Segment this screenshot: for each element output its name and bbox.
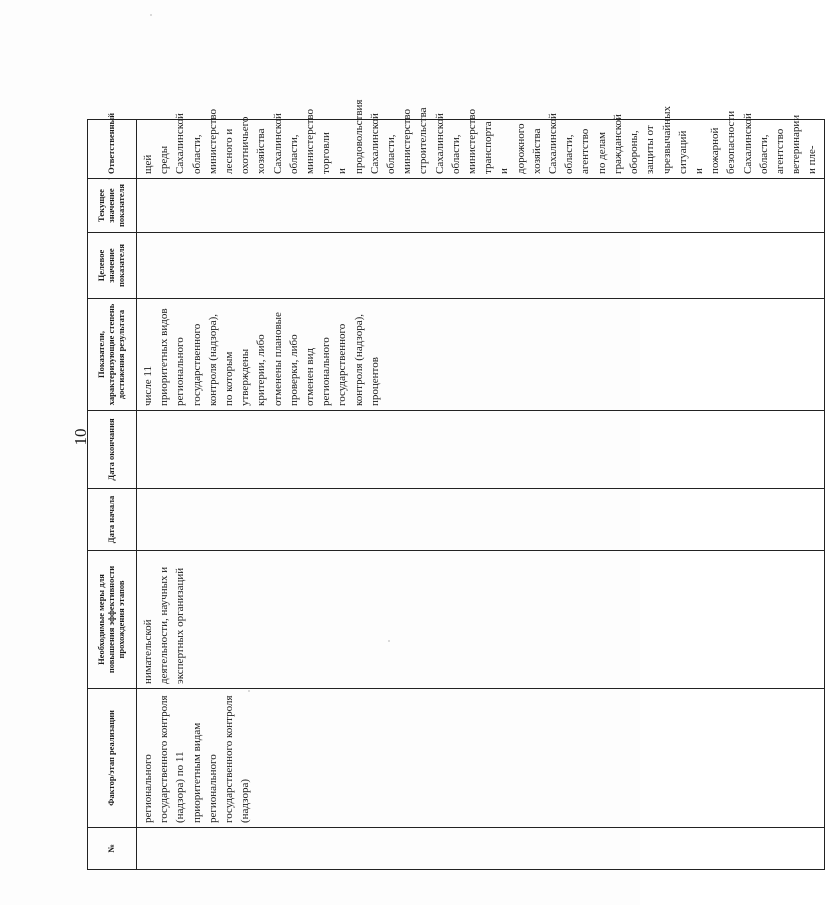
header-measures: Необходимые меры для повышения эффективности прохождения этапов <box>88 551 137 689</box>
cell-end-date <box>137 411 825 489</box>
cell-start-date <box>137 489 825 551</box>
cell-measures: нимательской деятельности, научных и экспертных организаций <box>137 551 825 689</box>
header-target-value: Целевое значение показателя <box>88 233 137 299</box>
rotated-table-wrapper <box>87 99 819 870</box>
header-end-date: Дата окончания <box>88 411 137 489</box>
cell-indicators: числе 11 приоритетных видов регионального государственного контроля (надзора), по которым утверждены критерии, либо отменены плановые проверки, либо отменен вид регионального государственного контроля (надзора), процентов <box>137 299 825 411</box>
header-start-date: Дата начала <box>88 489 137 551</box>
scan-speck <box>150 14 152 16</box>
cell-factor: регионального государственного контроля (надзора) по 11 приоритетным видам регионального государственного контроля (надзора) <box>137 689 825 828</box>
implementation-table <box>87 99 825 870</box>
page-number: 10 <box>71 428 90 446</box>
cell-number <box>137 828 825 870</box>
cell-responsible: щей среды Сахалинской области, министерство лесного и охотничьего хозяйства Сахалинской области, министерство торговли и продовольствия Сахалинской области, министерство строительства Сахалинской области, министерство транспорта и дорожного хозяйства Сахалинской области, агентство по делам гражданской обороны, защиты от чрезвычайных ситуаций и пожарной безопасности Сахалинской области, агентство ветеринарии и пле- <box>137 120 825 179</box>
header-indicators: Показатели, характеризующие степень достижения результата <box>88 299 137 411</box>
header-number: № <box>88 828 137 870</box>
cell-current-value <box>137 179 825 233</box>
table-header-row <box>88 120 137 870</box>
table-row <box>137 120 825 870</box>
header-responsible: Ответственный <box>88 120 137 179</box>
header-factor: Фактор/этап реализации <box>88 689 137 828</box>
cell-target-value <box>137 233 825 299</box>
header-current-value: Текущее значение показателя <box>88 179 137 233</box>
